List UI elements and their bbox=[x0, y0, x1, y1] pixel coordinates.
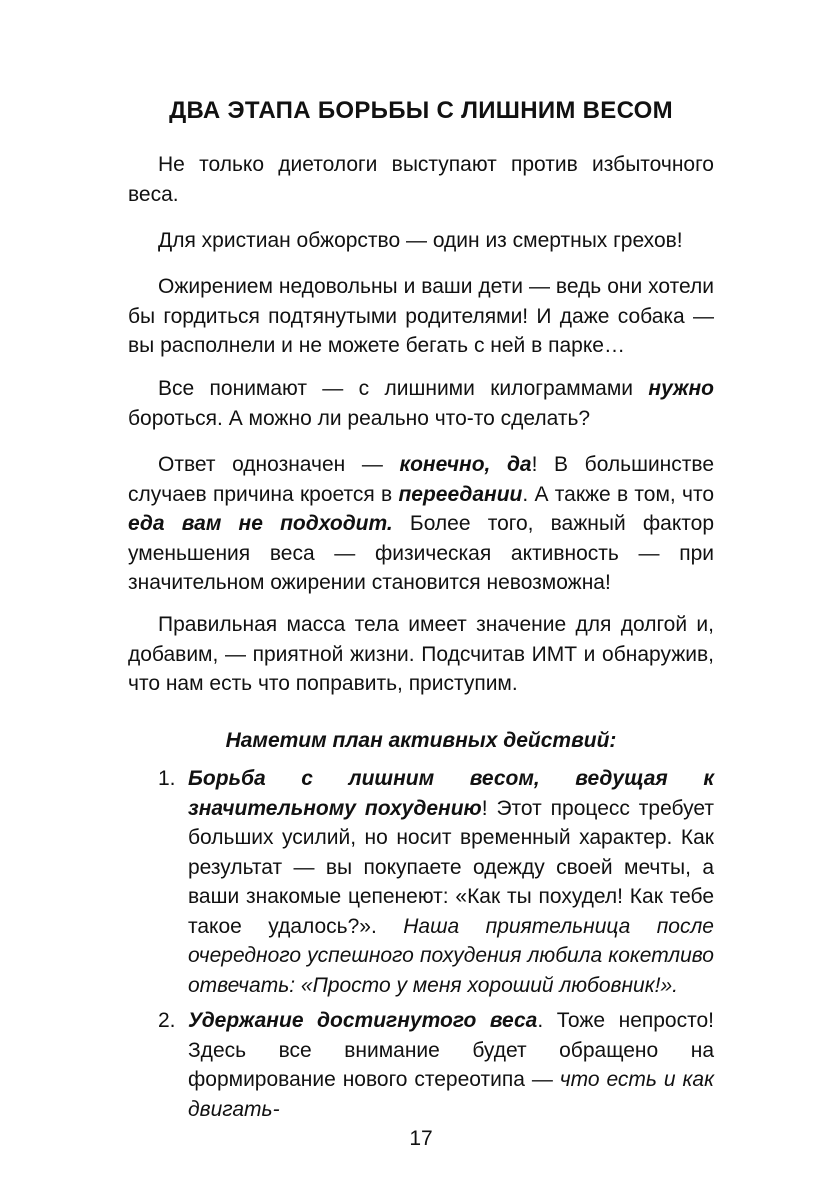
list-item-1-text bbox=[188, 764, 714, 1000]
paragraph-2: Для христиан обжорство — один из смертных грехов! bbox=[158, 229, 683, 252]
list-item-1-number: 1. bbox=[158, 767, 176, 790]
paragraph-5 bbox=[128, 450, 714, 598]
page-number: 17 bbox=[409, 1127, 433, 1150]
paragraph-4 bbox=[128, 374, 714, 433]
list-item-2-body: . Тоже непросто! Здесь все внимание будет обращено на формирование нового стереотипа — bbox=[188, 1009, 714, 1091]
paragraph-1: Не только диетологи выступают против избыточного веса. bbox=[128, 153, 714, 206]
paragraph-3: Ожирением недовольны и ваши дети — ведь они хотели бы гордиться подтянутыми родителями! И даже собака — вы располнели и не можете бегать с ней в парке… bbox=[128, 275, 714, 357]
paragraph-4-text-2: бороться. А можно ли реально что-то сделать? bbox=[128, 406, 591, 430]
paragraph-5-text-3: . А также в том, что bbox=[522, 482, 715, 506]
book-page bbox=[128, 0, 714, 1200]
list-item-2-number: 2. bbox=[158, 1009, 176, 1032]
list-item-2 bbox=[158, 1006, 714, 1124]
paragraph-5-text-2: ! В большинстве случаев причина кроется в bbox=[128, 453, 714, 506]
paragraph-5-emphasis-3: еда вам не подходит. bbox=[128, 512, 393, 535]
paragraph-6: Правильная масса тела имеет значение для долгой и, добавим, — приятной жизни. Подсчитав ИМТ и обнаружив, что нам есть что поправить, приступим. bbox=[128, 613, 714, 695]
list-item-1-italic: Наша приятельница после очередного успешного похудения любила кокетливо отвечать: «Просто у меня хороший любовник!». bbox=[188, 914, 714, 997]
chapter-heading: ДВА ЭТАПА БОРЬБЫ С ЛИШНИМ ВЕСОМ bbox=[169, 97, 673, 124]
list-item-2-bold: Удержание достигнутого веса bbox=[188, 1009, 538, 1032]
paragraph-4-emphasis: нужно bbox=[648, 377, 714, 400]
paragraph-5-emphasis-1: конечно, да bbox=[399, 453, 532, 476]
plan-subheading: Наметим план активных действий: bbox=[225, 729, 617, 752]
list-item-2-text bbox=[188, 1006, 714, 1124]
list-item-1 bbox=[158, 764, 714, 1000]
list-item-2-italic: что есть и как двигать- bbox=[188, 1068, 714, 1121]
list-item-1-bold: Борьба с лишним весом, ведущая к значительному похудению bbox=[188, 767, 714, 820]
paragraph-5-emphasis-2: переедании bbox=[398, 482, 523, 506]
paragraph-5-text-1: Ответ однозначен — bbox=[158, 453, 400, 476]
paragraph-4-text-1: Все понимают — с лишними килограммами bbox=[158, 377, 649, 400]
list-item-1-body: ! Этот процесс требует больших усилий, но носит временный характер. Как результат — вы покупаете одежду своей мечты, а ваши знакомые цепенеют: «Как ты похудел! Как тебе такое удалось?». bbox=[188, 796, 714, 938]
paragraph-5-text-4: Более того, важный фактор уменьшения веса — физическая активность — при значительном ожирении становится невозможна! bbox=[128, 512, 714, 594]
